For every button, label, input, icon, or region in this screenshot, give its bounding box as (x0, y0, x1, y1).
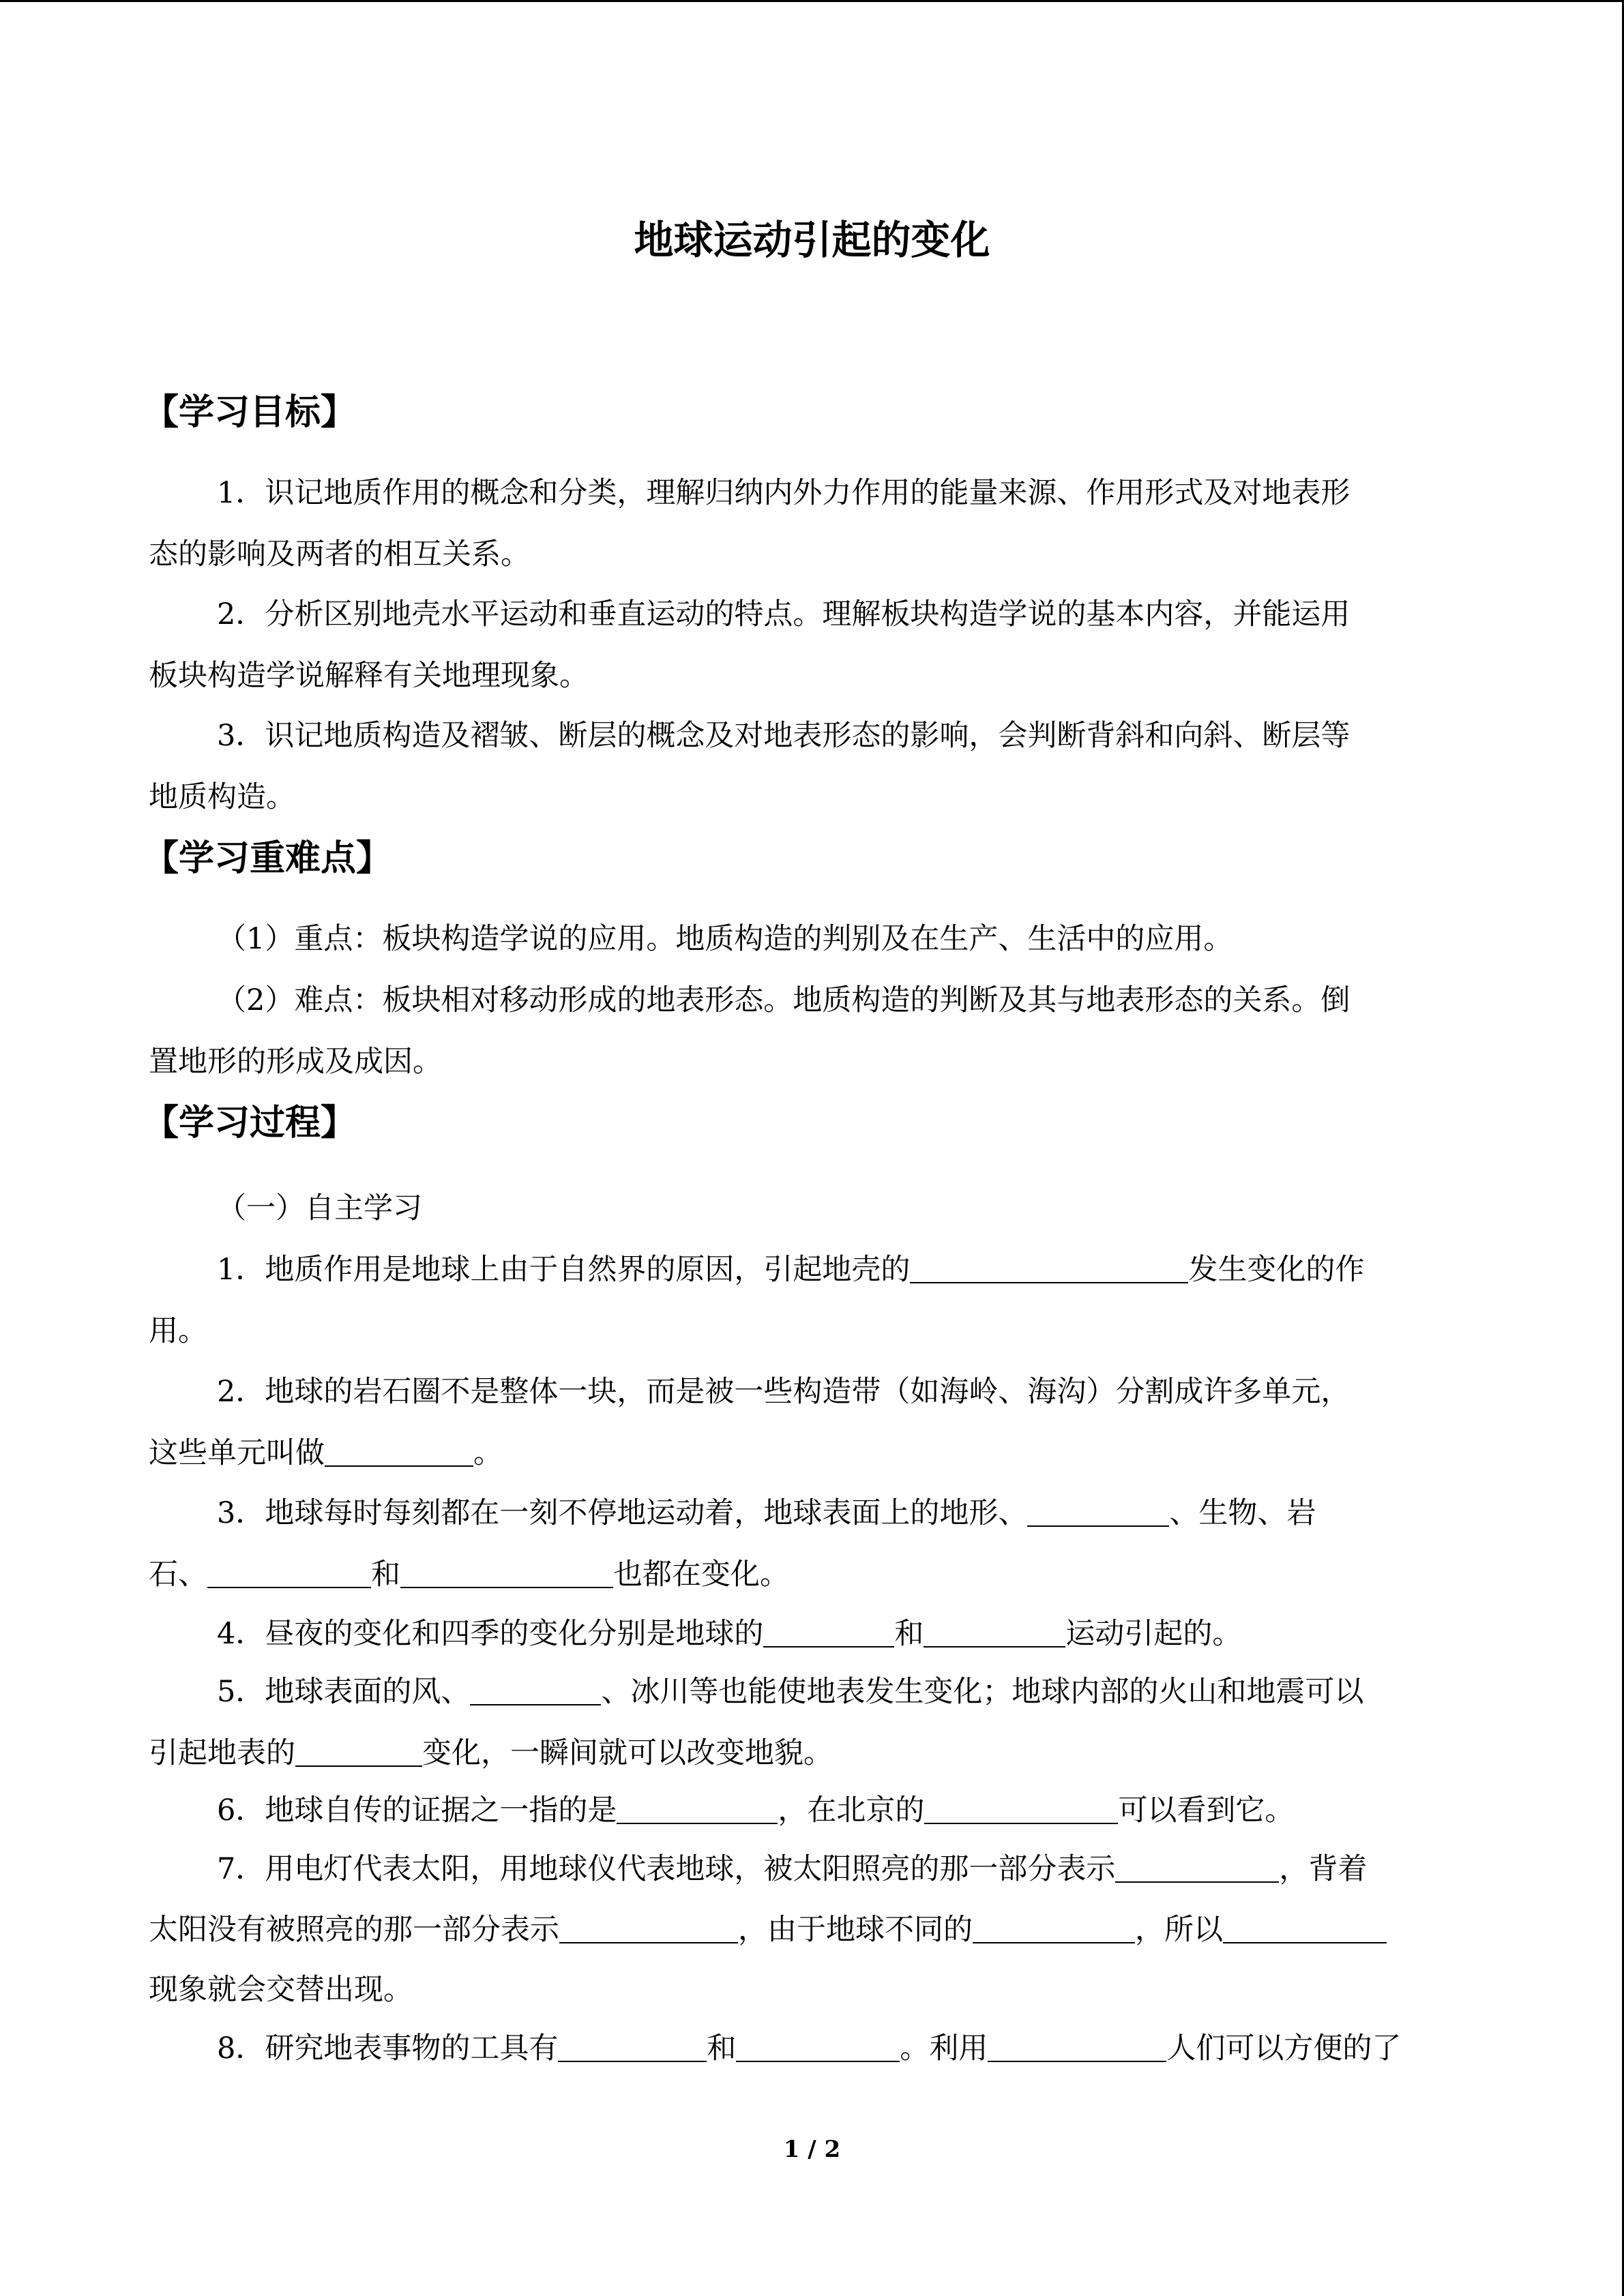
question-8-text-c: 。利用 (900, 2031, 988, 2066)
answer-blank[interactable] (763, 1646, 894, 1648)
question-6-text-c: 可以看到它。 (1118, 1793, 1295, 1828)
document-title: 地球运动引起的变化 (634, 217, 990, 263)
key-point-2-line-1: （2）难点：板块相对移动形成的地表形态。地质构造的判断及其与地表形态的关系。倒 (217, 983, 1350, 1017)
answer-blank[interactable] (558, 2061, 707, 2062)
question-7-text-c: 太阳没有被照亮的那一部分表示 (149, 1913, 559, 1947)
answer-blank[interactable] (559, 1942, 738, 1943)
page-number: 1 / 2 (783, 2136, 841, 2163)
question-6-text-b: ，在北京的 (778, 1793, 925, 1828)
question-4 (217, 1613, 1241, 1654)
question-5-text-a: 5．地球表面的风、 (217, 1675, 471, 1709)
goal-1-line-2: 态的影响及两者的相互关系。 (149, 537, 530, 571)
question-2-line-2 (149, 1433, 503, 1474)
question-8-text-d: 人们可以方便的了 (1166, 2031, 1402, 2066)
question-7-text-b: ，背着 (1279, 1852, 1368, 1886)
question-2-text-a: 这些单元叫做 (149, 1436, 325, 1470)
goal-2-line-2: 板块构造学说解释有关地理现象。 (149, 659, 589, 693)
question-7-line-3: 现象就会交替出现。 (149, 1973, 413, 2007)
answer-blank[interactable] (1027, 1525, 1169, 1527)
question-4-text-b: 和 (894, 1617, 924, 1651)
question-6-text-a: 6．地球自传的证据之一指的是 (217, 1793, 617, 1828)
answer-blank[interactable] (1115, 1881, 1279, 1883)
key-point-1: （1）重点：板块构造学说的应用。地质构造的判别及在生产、生活中的应用。 (217, 922, 1233, 956)
question-7-line-2 (149, 1909, 1387, 1950)
answer-blank[interactable] (736, 2061, 900, 2062)
question-8-text-a: 8．研究地表事物的工具有 (217, 2031, 559, 2066)
question-3-text-d: 和 (371, 1557, 400, 1592)
question-7-text-e: ，所以 (1135, 1913, 1223, 1947)
answer-blank[interactable] (924, 1646, 1065, 1648)
question-8 (217, 2028, 1401, 2069)
question-1-line-2: 用。 (149, 1314, 207, 1348)
answer-blank[interactable] (1223, 1942, 1387, 1943)
question-4-text-a: 4．昼夜的变化和四季的变化分别是地球的 (217, 1617, 764, 1651)
answer-blank[interactable] (207, 1587, 371, 1588)
question-1-line-1 (217, 1249, 1364, 1290)
answer-blank[interactable] (988, 2061, 1166, 2062)
question-5-line-1 (217, 1671, 1363, 1712)
question-7-line-1 (217, 1849, 1367, 1890)
answer-blank[interactable] (973, 1942, 1135, 1943)
question-1-text-a: 1．地质作用是地球上由于自然界的原因，引起地壳的 (217, 1253, 911, 1287)
answer-blank[interactable] (617, 1823, 778, 1824)
goal-1-line-1: 1．识记地质作用的概念和分类，理解归纳内外力作用的能量来源、作用形式及对地表形 (217, 476, 1350, 510)
question-3-line-1 (217, 1493, 1316, 1534)
question-5-line-2 (149, 1733, 833, 1774)
question-1-text-b: 发生变化的作 (1188, 1253, 1365, 1287)
question-8-text-b: 和 (707, 2031, 737, 2066)
question-2-text-b: 。 (473, 1436, 503, 1470)
answer-blank[interactable] (325, 1465, 473, 1467)
question-3-text-e: 也都在变化。 (613, 1557, 789, 1592)
question-3-text-a: 3．地球每时每刻都在一刻不停地运动着，地球表面上的地形、 (217, 1496, 1028, 1530)
question-3-text-c: 石、 (149, 1557, 207, 1592)
question-3-line-2 (149, 1554, 789, 1595)
answer-blank[interactable] (910, 1282, 1188, 1283)
question-7-text-a: 7．用电灯代表太阳，用地球仪代表地球，被太阳照亮的那一部分表示 (217, 1852, 1116, 1886)
section-heading-key-points: 【学习重难点】 (143, 837, 392, 879)
question-2-line-1: 2．地球的岩石圈不是整体一块，而是被一些构造带（如海岭、海沟）分割成许多单元， (217, 1375, 1350, 1409)
question-3-text-b: 、生物、岩 (1169, 1496, 1316, 1530)
section-heading-process: 【学习过程】 (143, 1102, 357, 1144)
answer-blank[interactable] (295, 1765, 422, 1767)
question-7-text-d: ，由于地球不同的 (738, 1913, 973, 1947)
answer-blank[interactable] (924, 1823, 1118, 1824)
page-border-top (0, 0, 1624, 2)
answer-blank[interactable] (470, 1704, 601, 1705)
question-5-text-c: 引起地表的 (149, 1736, 295, 1770)
question-4-text-c: 运动引起的。 (1065, 1617, 1242, 1651)
answer-blank[interactable] (400, 1587, 613, 1588)
question-6 (217, 1790, 1294, 1831)
question-5-text-b: 、冰川等也能使地表发生变化；地球内部的火山和地震可以 (601, 1675, 1364, 1709)
key-point-2-line-2: 置地形的形成及成因。 (149, 1045, 442, 1079)
goal-3-line-1: 3．识记地质构造及褶皱、断层的概念及对地表形态的影响，会判断背斜和向斜、断层等 (217, 719, 1350, 753)
question-5-text-d: 变化，一瞬间就可以改变地貌。 (422, 1736, 833, 1770)
section-heading-goals: 【学习目标】 (143, 391, 357, 433)
subheading-self-study: （一）自主学习 (217, 1191, 422, 1225)
goal-2-line-1: 2．分析区别地壳水平运动和垂直运动的特点。理解板块构造学说的基本内容，并能运用 (217, 597, 1350, 631)
goal-3-line-2: 地质构造。 (149, 780, 295, 814)
